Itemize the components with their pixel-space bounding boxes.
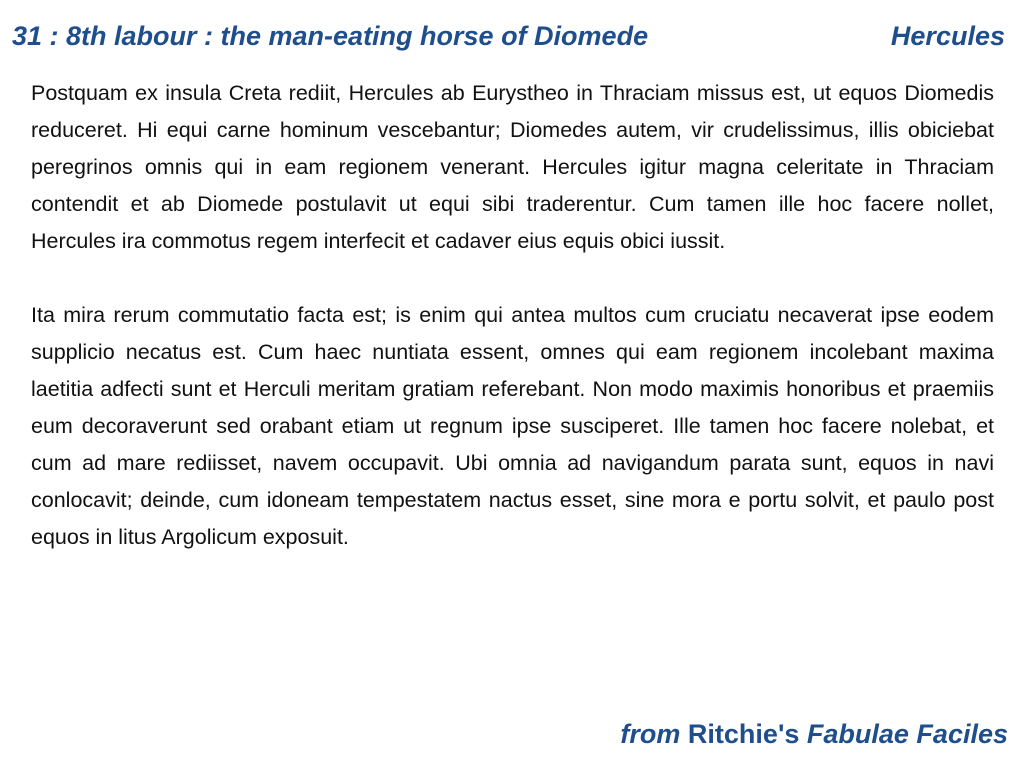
paragraph-2: Ita mira rerum commutatio facta est; is enim qui antea multos cum cruciatu necaverat ipse eodem supplicio necatus est. Cum haec nuntiata essent, omnes qui eam regionem incolebant maxima laetitia adfecti sunt et Herculi meritam gratiam referebant. Non modo maximis honoribus et praemiis eum decoraverunt sed orabant etiam ut regnum ipse susciperet. Ille tamen hoc facere nolebat, et cum ad mare rediisset, navem occupavit. Ubi omnia ad navigandum parata sunt, equos in navi conlocavit; deinde, cum idoneam tempestatem nactus esset, sine mora e portu solvit, et paulo post equos in litus Argolicum exposuit. <box>31 303 994 549</box>
attribution-author: Ritchie's <box>687 719 800 749</box>
header <box>12 16 1005 56</box>
page-title: 31 : 8th labour : the man-eating horse of Diomede <box>12 21 649 51</box>
source-attribution <box>620 712 1008 756</box>
latin-text-body <box>31 75 994 556</box>
attribution-from: from <box>620 719 681 749</box>
subject-label: Hercules <box>890 21 1005 51</box>
attribution-book: Fabulae Faciles <box>806 719 1008 749</box>
paragraph-1: Postquam ex insula Creta rediit, Hercules ab Eurystheo in Thraciam missus est, ut equos Diomedis reduceret. Hi equi carne hominum vescebantur; Diomedes autem, vir crudelissimus, illis obiciebat peregrinos omnis qui in eam regionem venerant. Hercules igitur magna celeritate in Thraciam contendit et ab Diomede postulavit ut equi sibi traderentur. Cum tamen ille hoc facere nollet, Hercules ira commotus regem interfecit et cadaver eius equis obici iussit. <box>31 81 994 253</box>
